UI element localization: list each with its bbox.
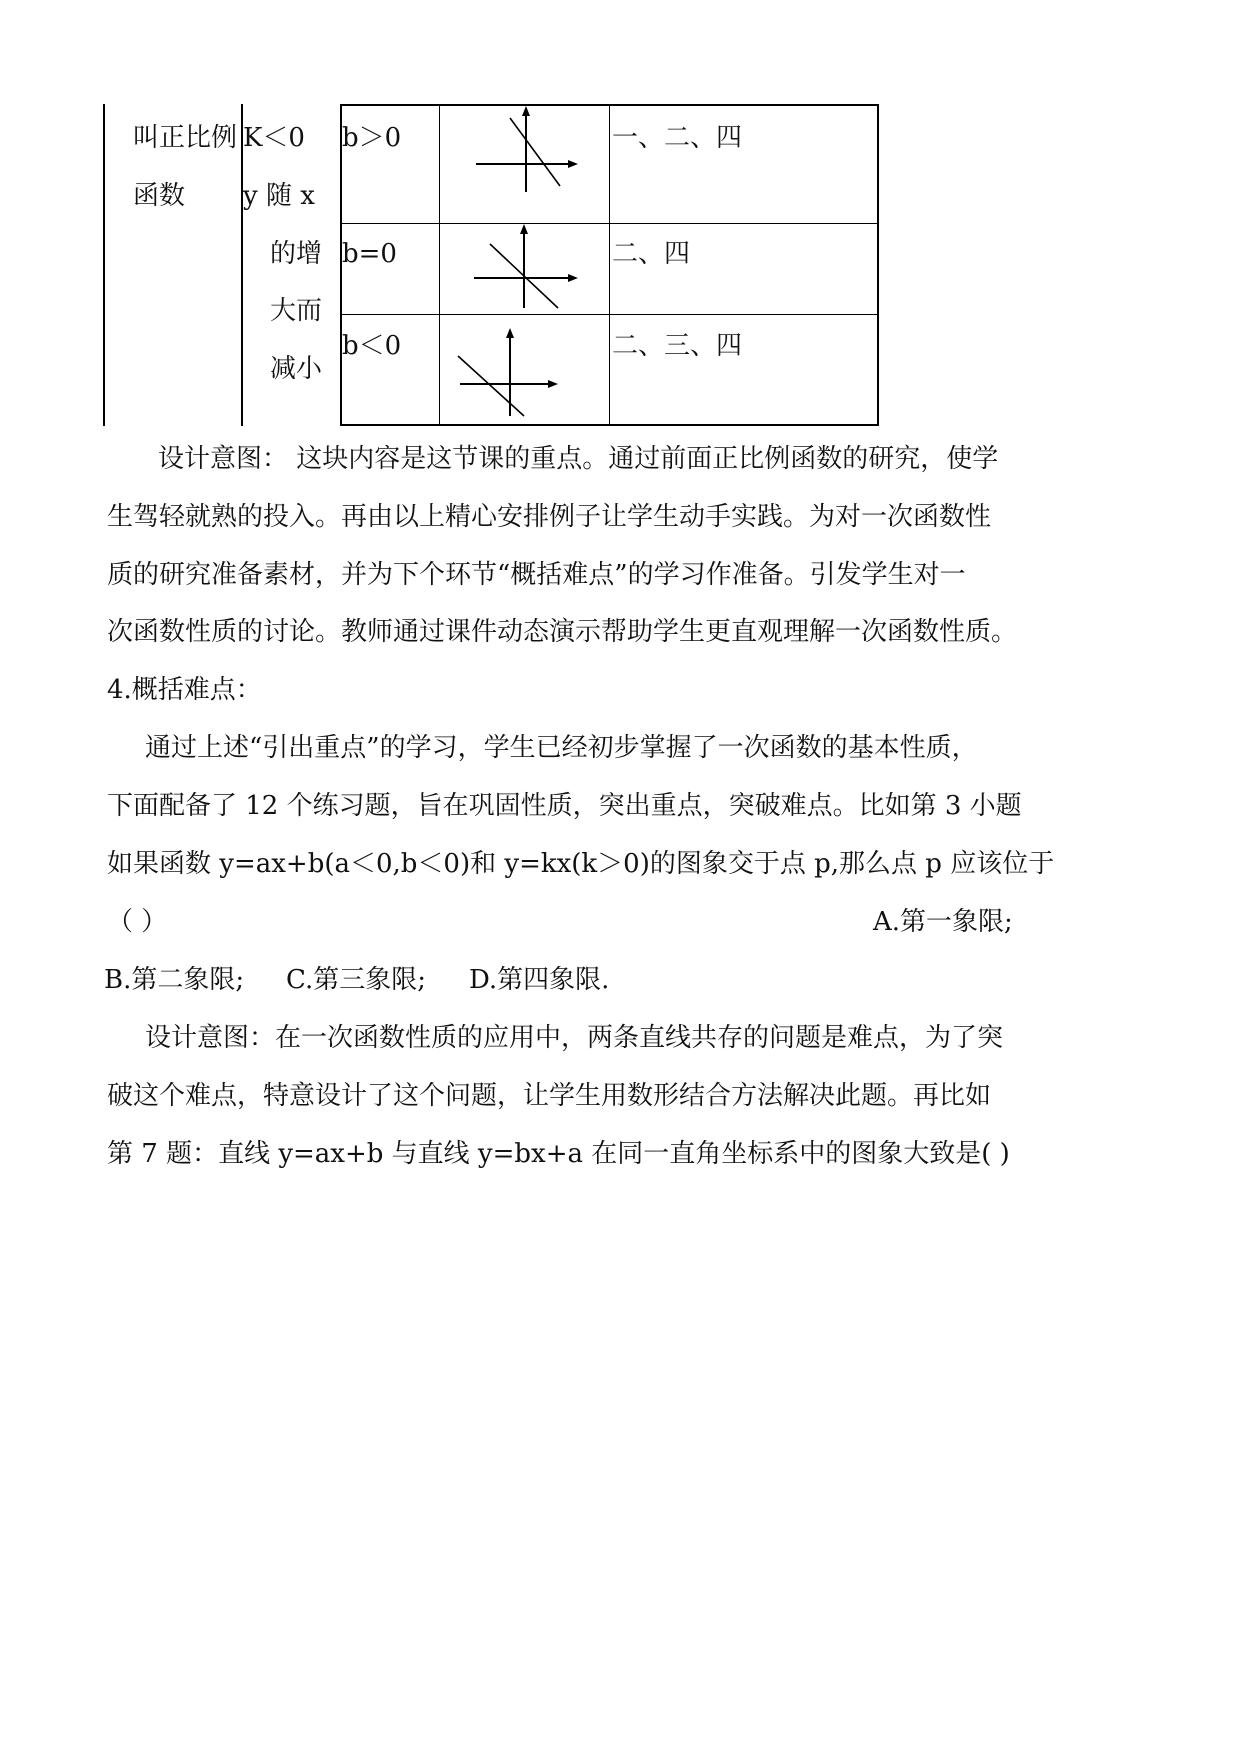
answer-parentheses: （ ） — [107, 907, 168, 937]
table-divider-3 — [439, 104, 440, 426]
row3-b-condition: b＜0 — [342, 331, 402, 361]
text-line: 设计意图： 这块内容是这节课的重点。通过前面正比例函数的研究，使学 — [158, 444, 999, 474]
col2-line-4: 大而 — [270, 296, 323, 326]
col2-line-1: K＜0 — [243, 123, 305, 153]
table-row-rule-2 — [340, 314, 879, 315]
text-line: 通过上述“引出重点”的学习，学生已经初步掌握了一次函数的基本性质， — [145, 733, 978, 763]
text-line: 设计意图：在一次函数性质的应用中，两条直线共存的问题是难点，为了突 — [145, 1023, 1004, 1053]
option-b: B.第二象限; — [104, 965, 245, 995]
table-row-rule-1 — [340, 223, 879, 224]
option-a: A.第一象限; — [873, 907, 1013, 937]
section-heading-4: 4.概括难点： — [107, 675, 262, 705]
col2-line-5: 减小 — [270, 354, 323, 384]
table-divider-4 — [609, 104, 610, 426]
row2-b-condition: b=0 — [342, 239, 397, 269]
table-border-right — [877, 104, 879, 426]
col2-line-2: y 随 x — [243, 181, 315, 211]
row3-quadrants: 二、三、四 — [612, 331, 743, 361]
graph-b-zero-icon — [470, 222, 590, 314]
text-line: 质的研究准备素材，并为下个环节“概括难点”的学习作准备。引发学生对一 — [107, 560, 966, 590]
option-c: C.第三象限; — [286, 965, 426, 995]
row2-quadrants: 二、四 — [612, 239, 691, 269]
col2-line-3: 的增 — [270, 239, 323, 269]
row1-b-condition: b＞0 — [342, 123, 402, 153]
text-line: 如果函数 y=ax+b(a＜0,b＜0)和 y=kx(k＞0)的图象交于点 p,那么点 p 应该位于 — [107, 849, 1055, 879]
text-line: 破这个难点，特意设计了这个问题，让学生用数形结合方法解决此题。再比如 — [107, 1081, 992, 1111]
text-line: 次函数性质的讨论。教师通过课件动态演示帮助学生更直观理解一次函数性质。 — [107, 617, 1018, 647]
option-d: D.第四象限. — [469, 965, 610, 995]
col1-line-1: 叫正比例 — [133, 123, 238, 153]
text-line: 第 7 题：直线 y=ax+b 与直线 y=bx+a 在同一直角坐标系中的图象大致是( ) — [107, 1139, 1010, 1169]
text-line: 下面配备了 12 个练习题，旨在巩固性质，突出重点，突破难点。比如第 3 小题 — [107, 791, 1022, 821]
table-border-left — [103, 104, 105, 426]
graph-b-positive-icon — [470, 104, 590, 200]
table-border-bottom — [340, 424, 879, 426]
graph-b-negative-icon — [450, 322, 570, 422]
row1-quadrants: 一、二、四 — [612, 123, 743, 153]
col1-line-2: 函数 — [133, 181, 186, 211]
text-line: 生驾轻就熟的投入。再由以上精心安排例子让学生动手实践。为对一次函数性 — [107, 502, 992, 532]
